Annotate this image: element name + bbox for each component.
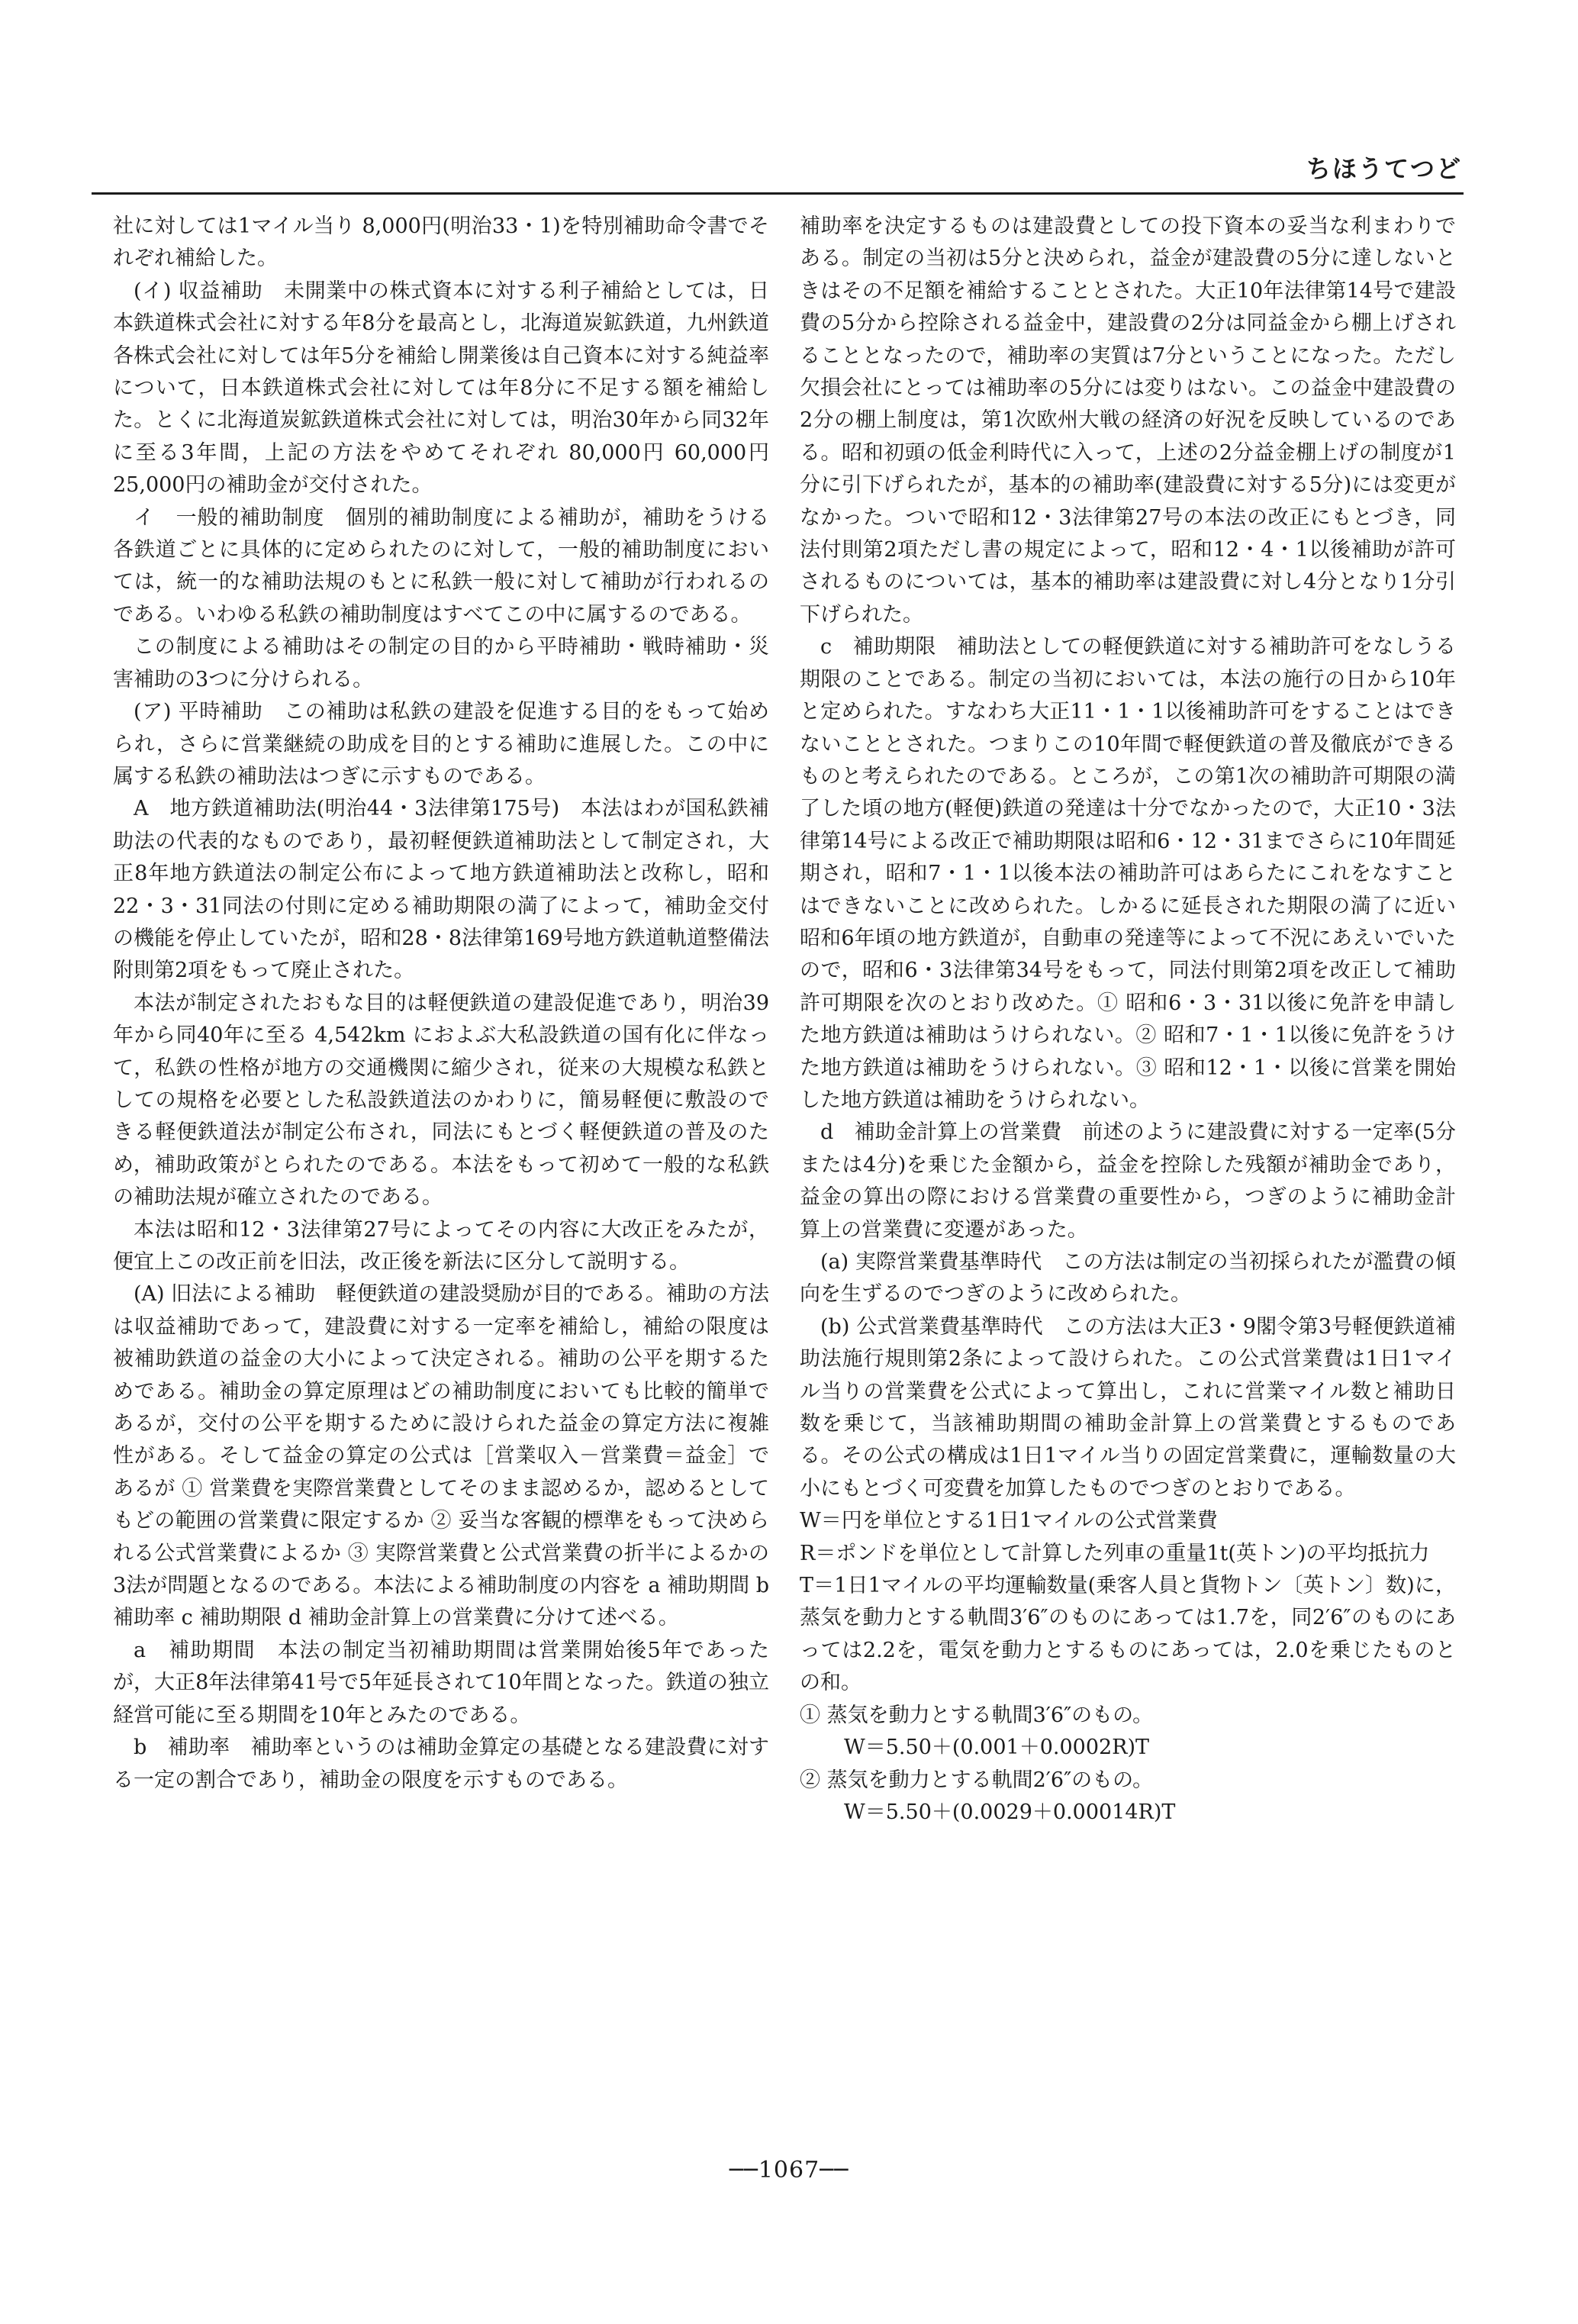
formula-cases bbox=[800, 1700, 1456, 1829]
left-column bbox=[113, 211, 769, 2142]
paragraph: a 補助期間 本法の制定当初補助期間は営業開始後5年であったが，大正8年法律第41号で5年延長されて10年間となった。鉄道の独立経営可能に至る期間を10年とみたのである。 bbox=[113, 1638, 769, 1727]
paragraph: (a) 実際営業費基準時代 この方法は制定の当初採られたが濫費の傾向を生ずるのでつぎのように改められた。 bbox=[800, 1250, 1456, 1307]
paragraph: c 補助期限 補助法としての軽便鉄道に対する補助許可をなしうる期限のことである。制定の当初においては，本法の施行の日から10年と定められた。すなわち大正11・1・1以後補助許可をすることはできないこととされた。つまりこの10年間で軽便鉄道の普及徹底ができるものと考えられたのである。ところが，この第1次の補助許可期限の満了した頃の地方(軽便)鉄道の発達は十分でなかったので，大正10・3法律第14号による改正で補助期限は昭和6・12・31までさらに10年間延期され，昭和7・1・1以後本法の補助許可はあらたにこれをなすことはできないことに改められた。しかるに延長された期限の満了に近い昭和6年頃の地方鉄道が，自動車の発達等によって不況にあえいでいたので，昭和6・3法律第34号をもって，同法付則第2項を改正して補助許可期限を次のとおり改めた。① 昭和6・3・31以後に免許を申請した地方鉄道は補助はうけられない。② 昭和7・1・1以後に免許をうけた地方鉄道は補助をうけられない。③ 昭和12・1・以後に営業を開始した地方鉄道は補助をうけられない。 bbox=[800, 635, 1456, 1112]
formula: W＝5.50＋(0.001＋0.0002R)T bbox=[844, 1736, 1150, 1760]
paragraph: この制度による補助はその制定の目的から平時補助・戦時補助・災害補助の3つに分けられる。 bbox=[113, 635, 769, 691]
header-rule bbox=[92, 192, 1464, 195]
formula-definition: W＝円を単位とする1日1マイルの公式営業費 bbox=[800, 1509, 1218, 1533]
paragraph: イ 一般的補助制度 個別的補助制度による補助が，補助をうける各鉄道ごとに具体的に定められたのに対して，一般的補助制度においては，統一的な補助法規のもとに私鉄一般に対して補助が行われるのである。いわゆる私鉄の補助制度はすべてこの中に属するのである。 bbox=[113, 505, 769, 627]
formula-definition: T＝1日1マイルの平均運輸数量(乗客人員と貨物トン〔英トン〕数)に，蒸気を動力とする軌間3′6″のものにあっては1.7を，同2′6″のものにあっては2.2を，電気を動力とするものにあっては，2.0を乗じたものとの和。 bbox=[800, 1574, 1456, 1695]
formula-definitions bbox=[800, 1505, 1456, 1699]
paragraph: 本法は昭和12・3法律第27号によってその内容に大改正をみたが，便宜上この改正前を旧法，改正後を新法に区分して説明する。 bbox=[113, 1217, 769, 1274]
page-number: ──1067── bbox=[729, 2157, 849, 2184]
formula-case-label: ① 蒸気を動力とする軌間3′6″のもの。 bbox=[800, 1703, 1154, 1727]
formula-definition: R＝ポンドを単位として計算した列車の重量1t(英トン)の平均抵抗力 bbox=[800, 1541, 1430, 1565]
formula-case-label: ② 蒸気を動力とする軌間2′6″のもの。 bbox=[800, 1768, 1154, 1792]
right-column bbox=[800, 211, 1456, 2142]
paragraph: (b) 公式営業費基準時代 この方法は大正3・9閣令第3号軽便鉄道補助法施行規則第2条によって設けられた。この公式営業費は1日1マイル当りの営業費を公式によって算出し，これに営業マイル数と補助日数を乗じて，当該補助期間の補助金計算上の営業費とするものである。その公式の構成は1日1マイル当りの固定営業費に，運輸数量の大小にもとづく可変費を加算したものでつぎのとおりである。 bbox=[800, 1314, 1456, 1500]
paragraph: 本法が制定されたおもな目的は軽便鉄道の建設促進であり，明治39年から同40年に至る 4,542km におよぶ大私設鉄道の国有化に伴なって，私鉄の性格が地方の交通機関に縮少され，従来の大規模な私鉄としての規格を必要とした私設鉄道法のかわりに，簡易軽便に敷設のできる軽便鉄道法が制定公布され，同法にもとづく軽便鉄道の普及のため，補助政策がとられたのである。本法をもって初めて一般的な私鉄の補助法規が確立されたのである。 bbox=[113, 991, 769, 1210]
paragraph: (ア) 平時補助 この補助は私鉄の建設を促進する目的をもって始められ，さらに営業継続の助成を目的とする補助に進展した。この中に属する私鉄の補助法はつぎに示すものである。 bbox=[113, 700, 769, 788]
paragraph: (イ) 収益補助 未開業中の株式資本に対する利子補給としては，日本鉄道株式会社に対する年8分を最高とし，北海道炭鉱鉄道，九州鉄道各株式会社に対しては年5分を補給し開業後は自己資本に対する純益率について，日本鉄道株式会社に対しては年8分に不足する額を補給した。とくに北海道炭鉱鉄道株式会社に対しては，明治30年から同32年に至る3年間，上記の方法をやめてそれぞれ 80,000円 60,000円 25,000円の補助金が交付された。 bbox=[113, 279, 769, 498]
formula: W＝5.50＋(0.0029＋0.00014R)T bbox=[844, 1800, 1176, 1824]
paragraph: d 補助金計算上の営業費 前述のように建設費に対する一定率(5分または4分)を乗じた金額から，益金を控除した残額が補助金であり，益金の算出の際における営業費の重要性から，つぎのように補助金計算上の営業費に変遷があった。 bbox=[800, 1120, 1456, 1242]
paragraph: A 地方鉄道補助法(明治44・3法律第175号) 本法はわが国私鉄補助法の代表的なものであり，最初軽便鉄道補助法として制定され，大正8年地方鉄道法の制定公布によって地方鉄道補助法と改称し，昭和22・3・31同法の付則に定める補助期限の満了によって，補助金交付の機能を停止していたが，昭和28・8法律第169号地方鉄道軌道整備法附則第2項をもって廃止された。 bbox=[113, 797, 769, 983]
paragraph: b 補助率 補助率というのは補助金算定の基礎となる建設費に対する一定の割合であり，補助金の限度を示すものである。 bbox=[113, 1736, 769, 1792]
paragraph: 社に対しては1マイル当り 8,000円(明治33・1)を特別補助命令書でそれぞれ補給した。 bbox=[113, 214, 769, 271]
paragraph: (A) 旧法による補助 軽便鉄道の建設奨励が目的である。補助の方法は収益補助であって，建設費に対する一定率を補給し，補給の限度は被補助鉄道の益金の大小によって決定される。補助の公平を期するためである。補助金の算定原理はどの補助制度においても比較的簡単であるが，交付の公平を期するために設けられた益金の算定方法に複雑性がある。そして益金の算定の公式は［営業収入－営業費＝益金］であるが ① 営業費を実際営業費としてそのまま認めるか，認めるとしてもどの範囲の営業費に限定するか ② 妥当な客観的標準をもって決められる公式営業費によるか ③ 実際営業費と公式営業費の折半によるかの3法が問題となるのである。本法による補助制度の内容を a 補助期間 b 補助率 c 補助期限 d 補助金計算上の営業費に分けて述べる。 bbox=[113, 1282, 769, 1630]
running-header: ちほうてつど bbox=[1306, 154, 1462, 183]
paragraph: 補助率を決定するものは建設費としての投下資本の妥当な利まわりである。制定の当初は5分と決められ，益金が建設費の5分に達しないときはその不足額を補給することとされた。大正10年法律第14号で建設費の5分から控除される益金中，建設費の2分は同益金から棚上げされることとなったので，補助率の実質は7分ということになった。ただし欠損会社にとっては補助率の5分には変りはない。この益金中建設費の2分の棚上制度は，第1次欧州大戦の経済の好況を反映しているのである。昭和初頭の低金利時代に入って，上述の2分益金棚上げの制度が1分に引下げられたが，基本的の補助率(建設費に対する5分)には変更がなかった。ついで昭和12・3法律第27号の本法の改正にもとづき，同法付則第2項ただし書の規定によって，昭和12・4・1以後補助が許可されるものについては，基本的補助率は建設費に対し4分となり1分引下げられた。 bbox=[800, 214, 1456, 627]
